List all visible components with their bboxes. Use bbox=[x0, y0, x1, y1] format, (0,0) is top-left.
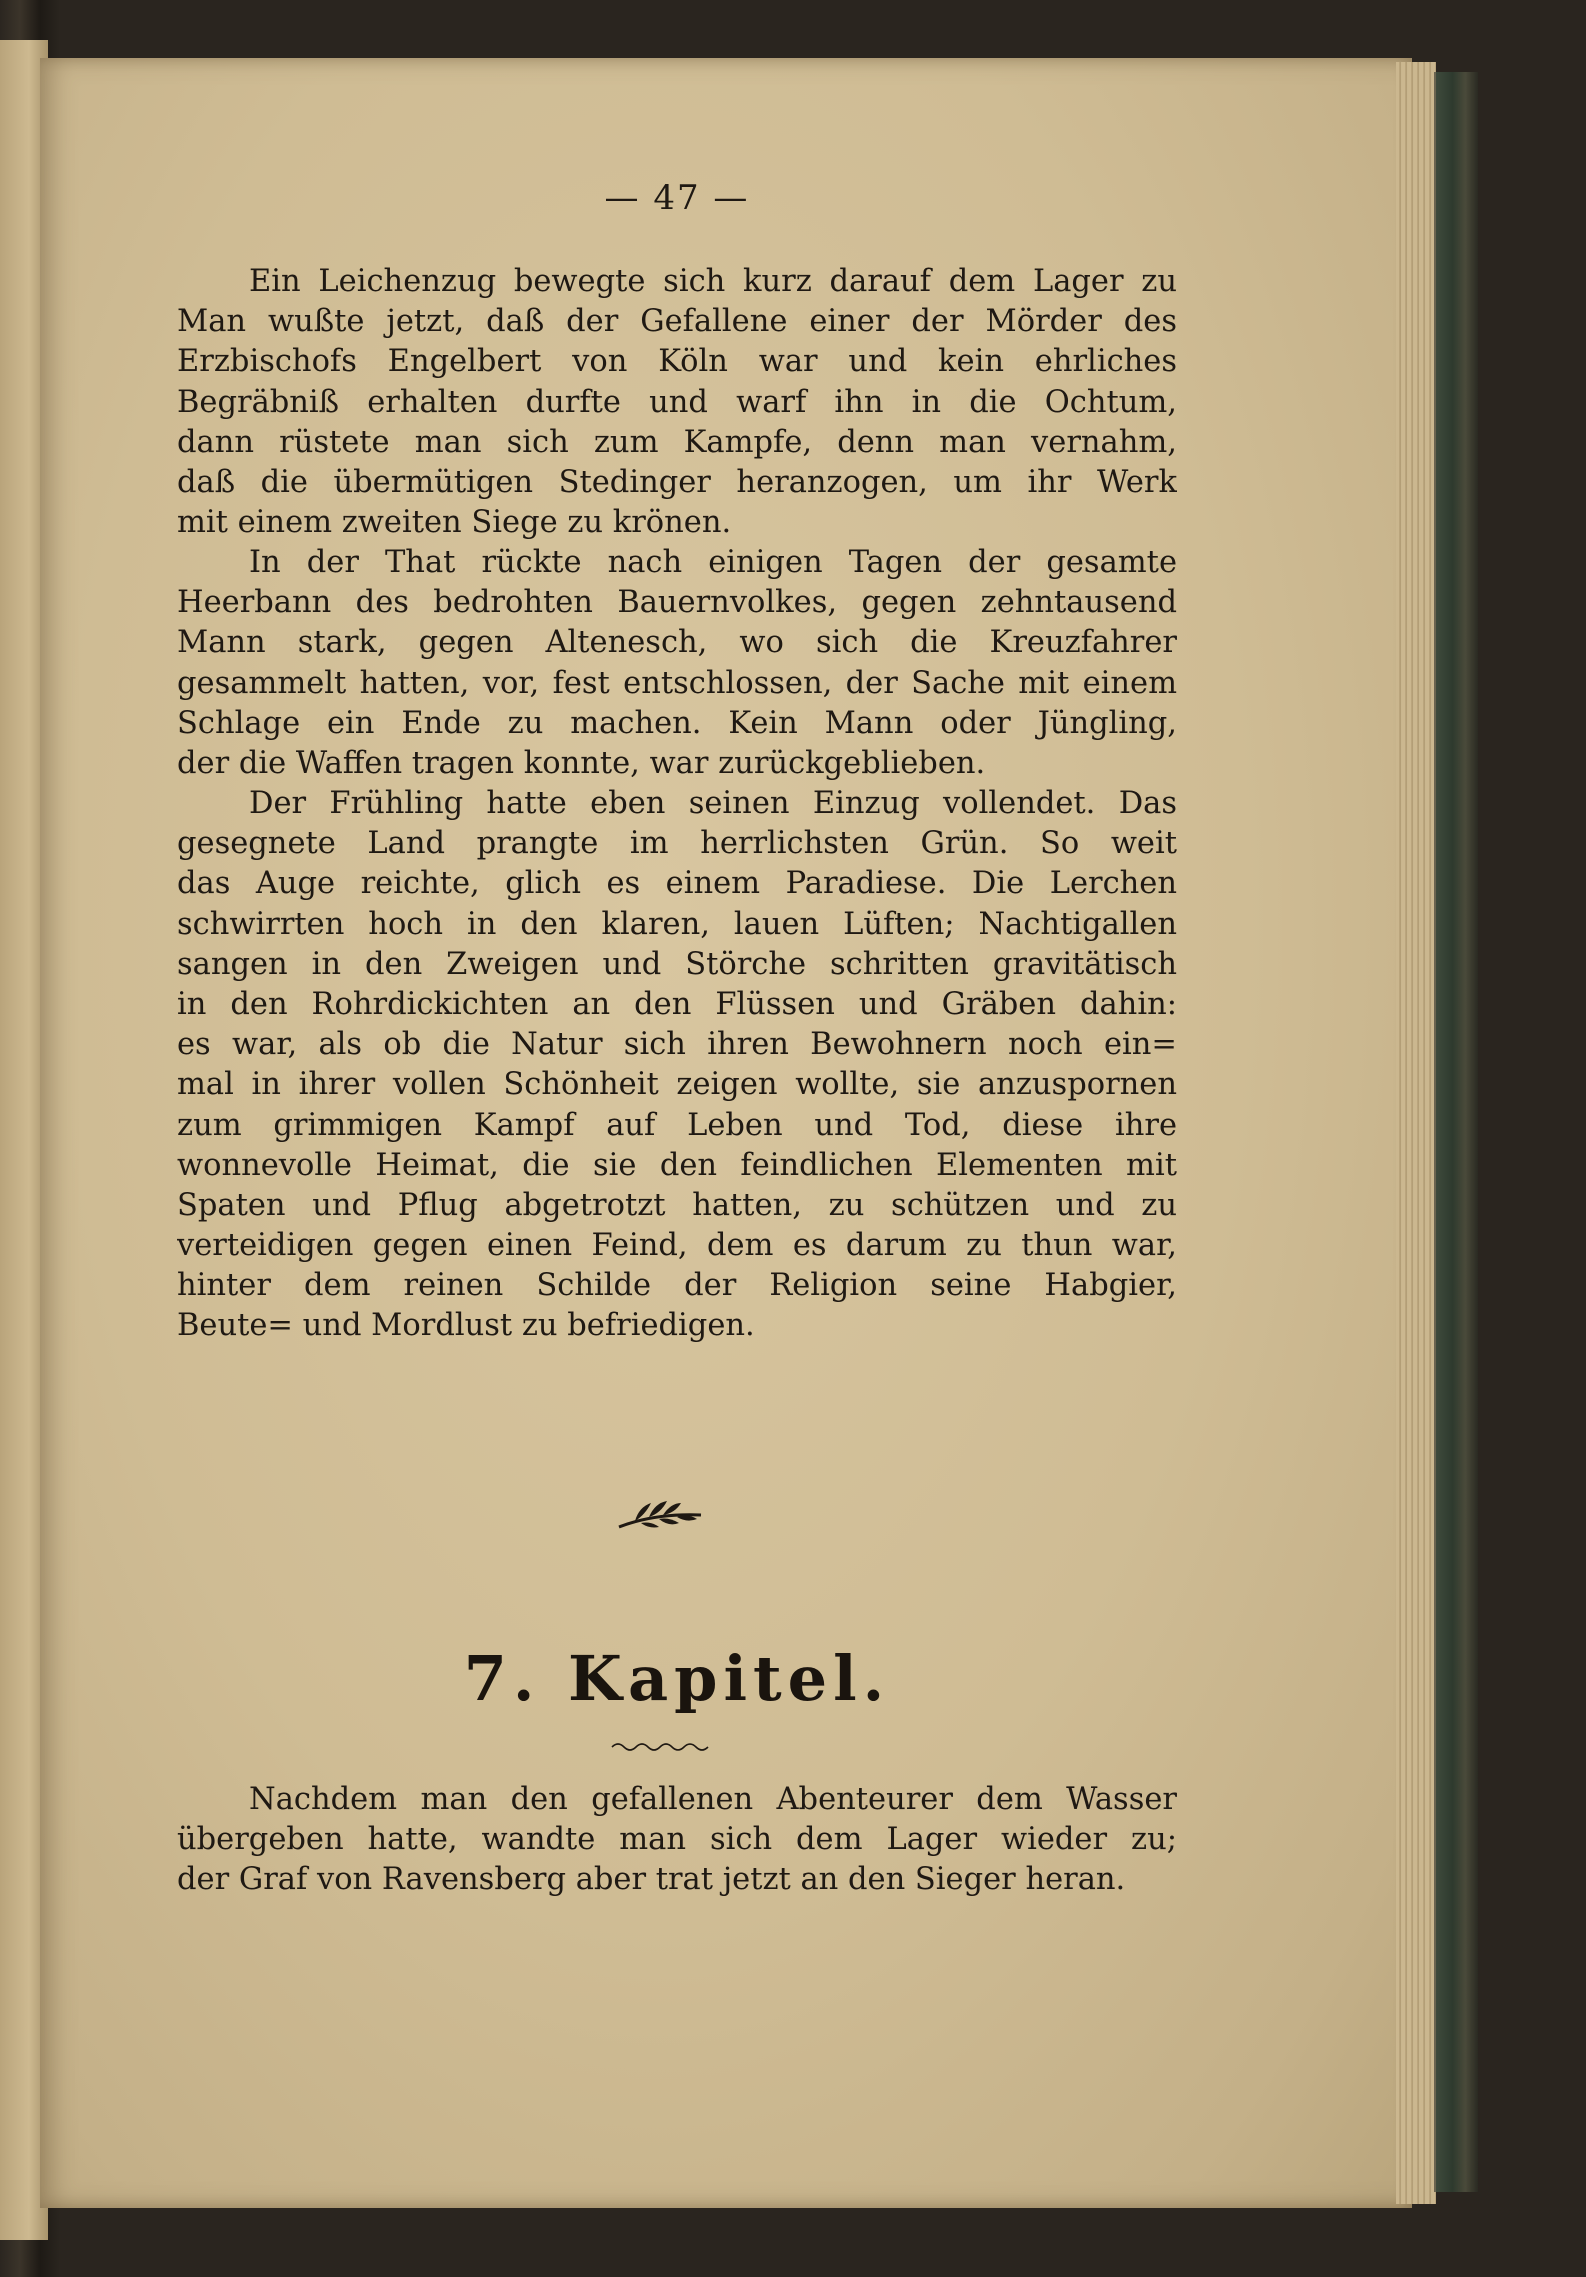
text-line: gesammelt hatten, vor, fest entschlossen, der Sache mit einem bbox=[177, 665, 1177, 701]
text-line: dann rüstete man sich zum Kampfe, denn man vernahm, bbox=[177, 424, 1177, 460]
text-line: in den Rohrdickichten an den Flüssen und Gräben dahin: bbox=[177, 986, 1177, 1022]
text-line: schwirrten hoch in den klaren, lauen Lüften; Nachtigallen bbox=[177, 906, 1177, 942]
text-line: Ein Leichenzug bewegte sich kurz darauf dem Lager zu bbox=[249, 264, 1177, 299]
text-line: verteidigen gegen einen Feind, dem es darum zu thun war, bbox=[177, 1228, 1177, 1264]
text-line: mal in ihrer vollen Schönheit zeigen wollte, sie anzuspornen bbox=[177, 1067, 1177, 1103]
text-line: übergeben hatte, wandte man sich dem Lager wieder zu; bbox=[177, 1822, 1177, 1858]
paragraph-3 bbox=[177, 784, 1177, 1347]
text-line: daß die übermütigen Stedinger heranzogen, um ihr Werk bbox=[177, 464, 1177, 500]
text-line: der Graf von Ravensberg aber trat jetzt an den Sieger heran. bbox=[177, 1862, 1126, 1898]
text-line: zum grimmigen Kampf auf Leben und Tod, diese ihre bbox=[177, 1107, 1177, 1143]
text-line: Heerbann des bedrohten Bauernvolkes, gegen zehntausend bbox=[177, 585, 1177, 621]
text-line: Nachdem man den gefallenen Abenteurer dem Wasser bbox=[249, 1782, 1177, 1817]
text-line: gesegnete Land prangte im herrlichsten Grün. So weit bbox=[177, 826, 1177, 862]
chapter-paragraph bbox=[177, 1780, 1177, 1901]
paragraph-2 bbox=[177, 543, 1177, 784]
book-cover-edge bbox=[1434, 72, 1478, 2192]
text-line: Der Frühling hatte eben seinen Einzug vollendet. Das bbox=[249, 786, 1177, 821]
text-line: sangen in den Zweigen und Störche schritten gravitätisch bbox=[177, 946, 1177, 982]
page-block-edges bbox=[1396, 62, 1436, 2204]
text-line: das Auge reichte, glich es einem Paradiese. Die Lerchen bbox=[177, 866, 1177, 902]
text-line: es war, als ob die Natur sich ihren Bewohnern noch ein= bbox=[177, 1027, 1177, 1063]
text-line: mit einem zweiten Siege zu krönen. bbox=[177, 505, 732, 541]
text-line: Spaten und Pflug abgetrotzt hatten, zu schützen und zu bbox=[177, 1187, 1177, 1223]
laurel-branch-icon bbox=[615, 1493, 705, 1533]
text-line: Man wußte jetzt, daß der Gefallene einer der Mörder des bbox=[177, 304, 1177, 340]
wavy-rule-icon bbox=[610, 1740, 710, 1754]
text-line: hinter dem reinen Schilde der Religion seine Habgier, bbox=[177, 1268, 1177, 1304]
text-line: der die Waffen tragen konnte, war zurückgeblieben. bbox=[177, 745, 986, 781]
text-line: In der That rückte nach einigen Tagen der gesamte bbox=[249, 545, 1177, 580]
text-line: Erzbischofs Engelbert von Köln war und kein ehrliches bbox=[177, 344, 1177, 380]
text-line: Beute= und Mordlust zu befriedigen. bbox=[177, 1308, 755, 1344]
text-line: wonnevolle Heimat, die sie den feindlichen Elementen mit bbox=[177, 1147, 1177, 1183]
text-line: Schlage ein Ende zu machen. Kein Mann oder Jüngling, bbox=[177, 705, 1177, 741]
page-number: — 47 — bbox=[604, 178, 750, 218]
chapter-heading: 7. Kapitel. bbox=[463, 1642, 891, 1715]
text-line: Begräbniß erhalten durfte und warf ihn in die Ochtum, bbox=[177, 384, 1177, 420]
paragraph-1 bbox=[177, 262, 1177, 543]
text-line: Mann stark, gegen Altenesch, wo sich die Kreuzfahrer bbox=[177, 625, 1177, 661]
